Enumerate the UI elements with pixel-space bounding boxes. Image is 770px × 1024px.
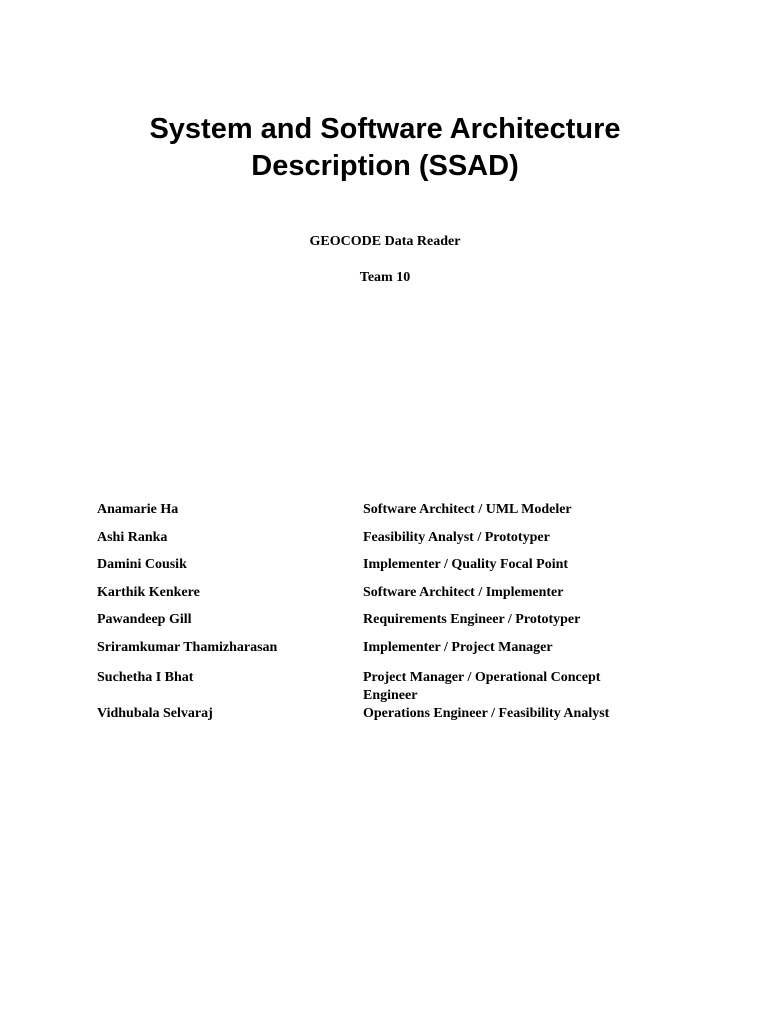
member-role: Project Manager / Operational Concept Engineer bbox=[363, 670, 601, 703]
member-name: Vidhubala Selvaraj bbox=[97, 706, 213, 721]
member-name: Suchetha I Bhat bbox=[97, 670, 194, 685]
document-title-line-2: Description (SSAD) bbox=[251, 150, 519, 182]
document-title-line-1: System and Software Architecture bbox=[149, 113, 621, 145]
member-name: Pawandeep Gill bbox=[97, 612, 192, 627]
member-role: Software Architect / Implementer bbox=[363, 585, 564, 600]
member-role: Implementer / Quality Focal Point bbox=[363, 557, 569, 572]
team-name: Team 10 bbox=[359, 270, 411, 285]
member-role: Requirements Engineer / Prototyper bbox=[363, 612, 581, 627]
document-title bbox=[0, 111, 770, 185]
member-role: Implementer / Project Manager bbox=[363, 640, 553, 655]
member-role: Feasibility Analyst / Prototyper bbox=[363, 530, 550, 545]
member-name: Sriramkumar Thamizharasan bbox=[97, 640, 278, 655]
member-name: Ashi Ranka bbox=[97, 530, 168, 545]
project-name: GEOCODE Data Reader bbox=[309, 234, 461, 249]
member-name: Anamarie Ha bbox=[97, 502, 179, 517]
member-role: Operations Engineer / Feasibility Analyst bbox=[363, 706, 610, 721]
member-name: Karthik Kenkere bbox=[97, 585, 200, 600]
member-role: Software Architect / UML Modeler bbox=[363, 502, 572, 517]
member-name: Damini Cousik bbox=[97, 557, 187, 572]
